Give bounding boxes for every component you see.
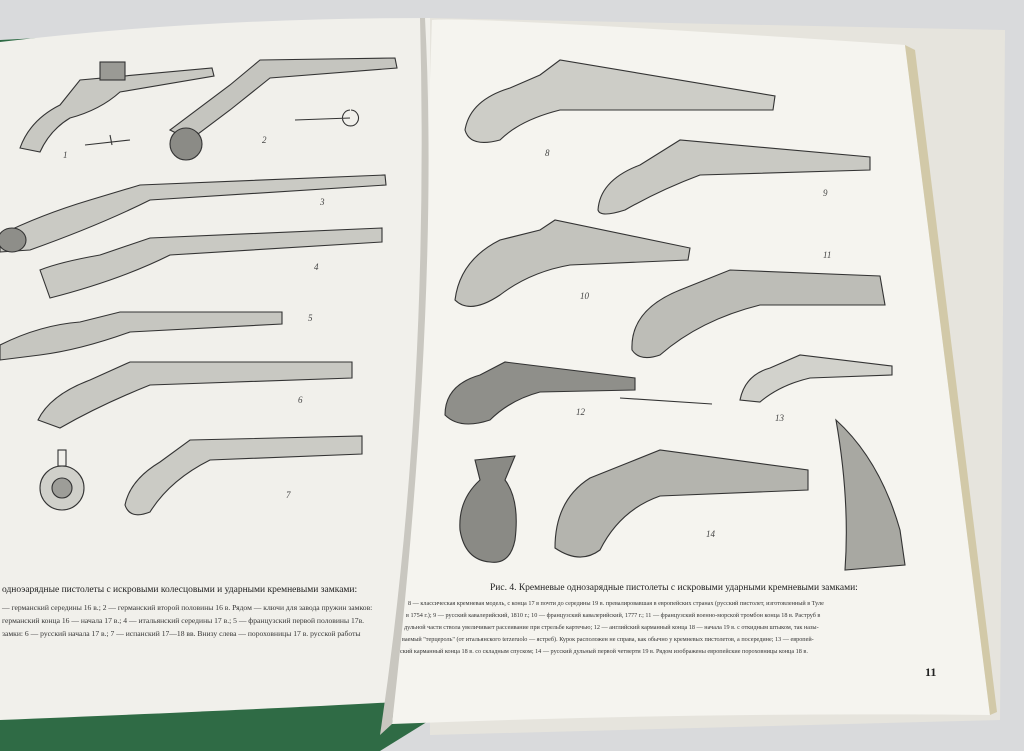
figure-number-10: 10 bbox=[580, 291, 589, 301]
right-caption-line: ваемый "терцероль" (от итальянского terzeruolo — ястреб). Курок расположен не справа, как обычно у кремневых пистолетов, а посередине; 13 — европей- bbox=[402, 636, 814, 643]
right-caption-line: 8 — классическая кремневая модель, с конца 17 в почти до середины 19 в. превалировавшая в европейских странах (русский пистолет, изготовленный в Туле bbox=[408, 600, 824, 607]
left-caption-line: замки: 6 — русский начала 17 в.; 7 — испанский 17—18 вв. Внизу слева — пороховницы 17 в. русской работы bbox=[2, 629, 361, 638]
figure-number-2: 2 bbox=[262, 135, 267, 145]
figure-number-14: 14 bbox=[706, 529, 715, 539]
right-caption-title: Рис. 4. Кремневые однозарядные пистолеты с искровыми ударными кремневыми замками: bbox=[490, 583, 858, 593]
left-caption-line: — германский середины 16 в.; 2 — германский второй половины 16 в. Рядом — ключи для завода пружин замков: bbox=[2, 603, 373, 612]
figure-number-7: 7 bbox=[286, 490, 291, 500]
left-caption-title: одноэарядные пистолеты с искровыми колесцовыми и ударными кремневыми замками: bbox=[2, 585, 358, 595]
figure-number-9: 9 bbox=[823, 188, 828, 198]
right-caption-line: в 1754 г.); 9 — русский кавалерийский, 1810 г.; 10 — французский кавалерийский, 1777 г.; 11 — французский военно-морской тромбон конца 18 в. Раструб в bbox=[406, 612, 821, 619]
figure-number-11: 11 bbox=[823, 250, 832, 260]
figure-number-1: 1 bbox=[63, 150, 68, 160]
figure-number-3: 3 bbox=[320, 197, 325, 207]
figure-number-4: 4 bbox=[314, 262, 319, 272]
figure-number-13: 13 bbox=[775, 413, 784, 423]
left-caption-line: германский конца 16 — начала 17 в.; 4 — итальянский середины 17 в.; 5 — французский первой половины 17в. bbox=[2, 616, 365, 625]
right-caption-line: дульной части ствола увеличивает рассеивание при стрельбе картечью; 12 — английский карманный конца 18 — начала 19 в. с откидным штыком, так назы- bbox=[404, 624, 819, 631]
figure-number-5: 5 bbox=[308, 313, 313, 323]
figure-number-12: 12 bbox=[576, 407, 585, 417]
right-caption-line: ский карманный конца 18 в. со складным спуском; 14 — русский дульный первой четверти 19 в. Рядом изображены европейские пороховницы конца 18 в. bbox=[400, 648, 808, 655]
figure-number-8: 8 bbox=[545, 148, 550, 158]
page-number: 11 bbox=[925, 665, 937, 679]
figure-number-6: 6 bbox=[298, 395, 303, 405]
